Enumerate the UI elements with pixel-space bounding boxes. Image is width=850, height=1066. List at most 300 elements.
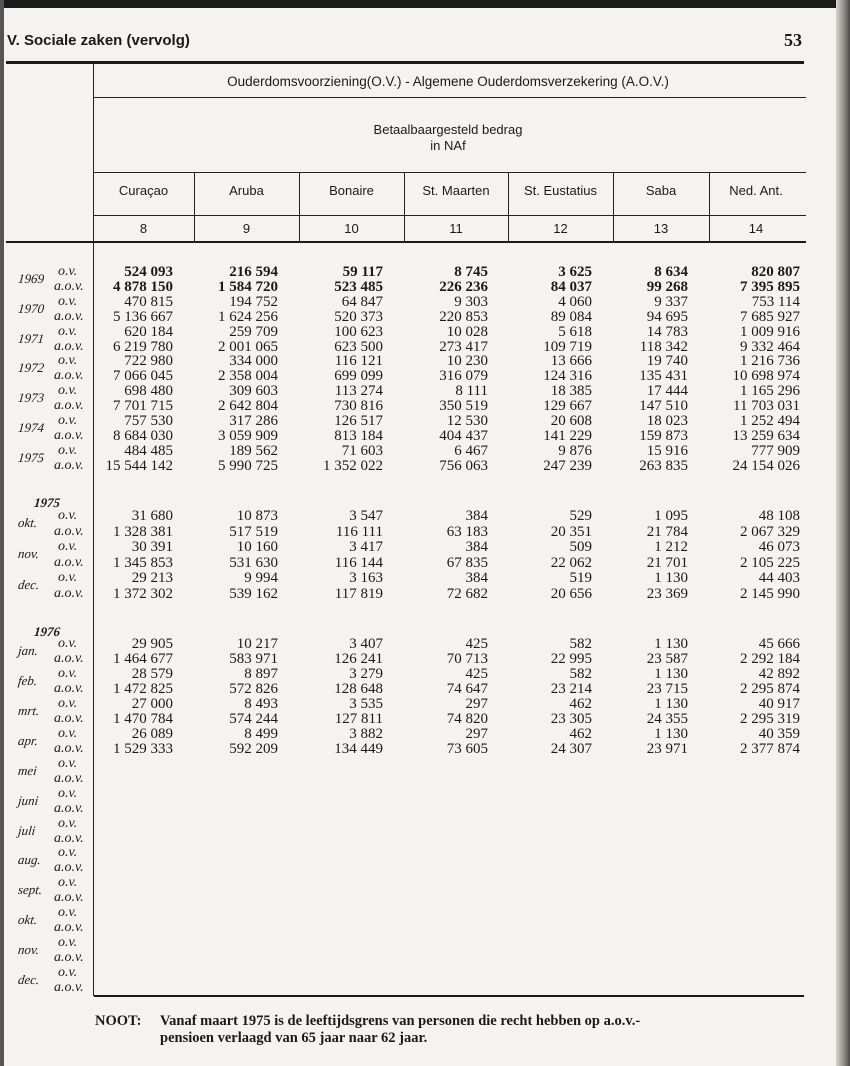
table-cell: 109 719 [543,338,592,355]
table-cell: 23 305 [550,711,592,727]
table-cell: 10 028 [446,323,488,340]
table-cell: 9 303 [454,293,488,310]
month-label: juni [17,792,40,808]
table-cell: 12 530 [446,413,488,429]
month-label: okt. [17,912,38,927]
table-cell: 124 316 [543,368,592,385]
table-cell: 1 472 825 [113,681,173,697]
row-type-label: a.o.v. [54,398,84,414]
year-label: 1971 [17,330,45,346]
table-cell: 20 608 [550,413,592,429]
table-cell: 1 352 022 [323,457,383,474]
table-cell: 470 815 [124,293,173,310]
row-type-label: a.o.v. [54,741,84,756]
row-type-label: o.v. [58,964,78,980]
table-cell: 126 241 [334,651,383,667]
table-cell: 5 618 [558,323,592,340]
column-number: 10 [344,221,359,236]
table-cell: 757 530 [124,413,173,429]
table-cell: 820 807 [751,264,800,280]
table-cell: 226 236 [439,278,488,295]
table-cell: 10 160 [236,539,278,556]
table-cell: 71 603 [341,442,383,459]
row-type-label: o.v. [58,264,78,279]
table-cell: 194 752 [229,293,278,310]
table-cell: 74 820 [446,711,488,727]
table-cell: 517 519 [229,523,278,540]
table-cell: 59 117 [342,264,383,280]
row-type-label: o.v. [58,785,78,801]
table-cell: 100 623 [334,323,383,340]
column-divider [613,172,614,242]
table-cell: 350 519 [439,398,488,415]
rule [94,97,806,98]
section-year-label: 1975 [33,495,61,510]
table-cell: 531 630 [229,554,278,571]
table-cell: 20 656 [550,586,592,602]
table-cell: 40 917 [758,696,800,712]
table-cell: 3 547 [349,508,383,524]
row-type-label: a.o.v. [54,711,84,726]
row-type-label: a.o.v. [54,278,84,294]
table-cell: 1 130 [654,570,688,587]
table-cell: 1 130 [654,696,688,712]
table-cell: 48 108 [758,508,800,524]
table-cell: 273 417 [439,338,488,355]
table-cell: 116 144 [334,554,383,571]
table-cell: 699 099 [334,368,383,385]
table-cell: 29 905 [131,636,173,652]
table-cell: 26 089 [131,726,173,742]
table-cell: 730 816 [334,398,383,415]
table-cell: 117 819 [334,586,383,602]
row-type-label: o.v. [58,323,78,339]
column-number: 9 [242,221,251,236]
row-type-label: o.v. [58,383,78,399]
table-cell: 753 114 [751,293,800,310]
scan-top-edge [0,0,850,8]
table-cell: 94 695 [646,308,688,325]
section-title: V. Sociale zaken (vervolg) [7,32,190,49]
table-cell: 14 783 [646,323,688,340]
table-cell: 23 715 [646,681,688,697]
scan-binding-edge [836,0,850,1066]
table-cell: 519 [569,570,592,587]
table-cell: 13 259 634 [732,427,800,444]
table-cell: 3 417 [349,539,383,556]
row-type-label: o.v. [58,934,78,950]
table-cell: 74 647 [446,681,488,697]
table-cell: 10 230 [446,353,488,370]
table-cell: 27 000 [131,696,173,712]
table-cell: 8 499 [244,726,278,742]
scan-left-edge [0,0,4,1066]
table-cell: 1 345 853 [113,554,173,571]
column-header: Curaçao [118,183,169,198]
row-type-label: a.o.v. [54,890,84,906]
table-cell: 2 105 225 [740,554,800,571]
rule [94,215,806,216]
table-cell: 756 063 [439,457,488,474]
row-type-label: o.v. [58,539,78,555]
table-cell: 1 529 333 [113,741,173,757]
row-type-label: o.v. [58,696,78,711]
table-cell: 23 214 [550,681,592,697]
table-cell: 1 216 736 [740,353,800,370]
table-cell: 384 [465,570,488,587]
table-cell: 623 500 [334,338,383,355]
table-cell: 2 642 804 [218,398,278,415]
table-cell: 2 145 990 [740,586,800,602]
table-cell: 31 680 [131,508,173,524]
table-cell: 8 634 [654,264,688,280]
table-cell: 147 510 [639,398,688,415]
row-type-label: o.v. [58,756,78,771]
column-header: St. Maarten [422,183,490,198]
table-cell: 128 648 [334,681,383,697]
row-type-label: a.o.v. [54,368,84,384]
table-cell: 425 [465,666,488,682]
table-cell: 523 485 [334,278,383,295]
table-cell: 216 594 [229,264,278,280]
table-cell: 24 355 [646,711,688,727]
row-type-label: o.v. [58,875,78,891]
year-label: 1969 [17,271,45,286]
table-cell: 8 111 [455,383,488,400]
table-cell: 10 217 [236,636,278,652]
table-cell: 7 395 895 [740,278,800,295]
table-cell: 309 603 [229,383,278,400]
row-type-label: o.v. [58,726,78,741]
page-number: 53 [784,30,802,50]
table-cell: 113 274 [334,383,383,400]
table-cell: 4 060 [558,293,592,310]
table-cell: 70 713 [446,651,488,667]
row-type-label: o.v. [58,666,78,681]
table-cell: 3 279 [349,666,383,682]
table-cell: 6 467 [454,442,488,459]
table-cell: 18 023 [646,413,688,429]
table-cell: 22 995 [550,651,592,667]
table-cell: 722 980 [124,353,173,370]
table-cell: 63 183 [446,523,488,540]
table-bottom-rule [94,995,804,997]
table-cell: 384 [465,508,488,524]
table-cell: 1 009 916 [740,323,800,340]
table-cell: 15 916 [646,442,688,459]
table-cell: 6 219 780 [113,338,173,355]
column-number: 14 [748,221,764,236]
table-cell: 1 624 256 [218,308,278,325]
table-cell: 3 535 [349,696,383,712]
row-type-label: a.o.v. [54,651,84,666]
table-cell: 13 666 [550,353,592,370]
note-line-1: Vanaf maart 1975 is de leeftijdsgrens van personen die recht hebben op a.o.v.- [160,1013,641,1029]
table-cell: 404 437 [439,427,488,444]
table-cell: 17 444 [646,383,688,400]
column-header: Ned. Ant. [729,183,783,198]
table-cell: 24 307 [550,741,592,757]
row-type-label: o.v. [58,636,78,651]
note-label: NOOT: [95,1013,142,1029]
table-cell: 316 079 [439,368,488,385]
table-cell: 126 517 [334,413,383,429]
table-cell: 116 111 [335,523,383,540]
table-cell: 813 184 [334,427,383,444]
row-type-label: a.o.v. [54,860,84,876]
table-cell: 84 037 [550,278,592,295]
table-cell: 24 154 026 [732,457,800,474]
month-label: juli [17,822,37,838]
table-cell: 46 073 [758,539,800,556]
year-label: 1974 [17,420,45,435]
table-cell: 334 000 [229,353,278,370]
row-type-label: a.o.v. [54,523,84,539]
table-cell: 1 372 302 [113,586,173,602]
row-type-label: a.o.v. [54,919,84,935]
year-label: 1972 [17,360,45,376]
row-type-label: a.o.v. [54,457,84,473]
month-label: nov. [17,546,40,562]
row-type-label: o.v. [58,905,78,920]
row-type-label: a.o.v. [54,830,84,846]
table-cell: 129 667 [543,398,592,415]
table-cell: 8 684 030 [113,427,173,444]
table-cell: 3 163 [349,570,383,587]
table-cell: 592 209 [229,741,278,757]
table-cell: 15 544 142 [105,457,173,474]
table-cell: 7 685 927 [740,308,800,325]
year-label: 1975 [17,449,45,465]
month-label: dec. [17,577,41,593]
table-cell: 1 252 494 [740,413,800,429]
month-label: aug. [17,852,42,868]
table-title: Ouderdomsvoorziening(O.V.) - Algemene Ouderdomsverzekering (A.O.V.) [227,74,669,89]
row-type-label: a.o.v. [54,770,84,786]
table-cell: 64 847 [341,293,383,310]
table-cell: 2 377 874 [740,741,800,757]
table-cell: 2 295 874 [740,681,800,697]
column-header: Bonaire [329,183,374,198]
table-cell: 582 [569,666,592,682]
column-number: 12 [553,221,568,236]
table-cell: 23 587 [646,651,688,667]
table-cell: 134 449 [334,741,383,757]
table-cell: 2 358 004 [218,368,278,385]
table-cell: 777 909 [751,442,800,459]
note-line-2: pensioen verlaagd van 65 jaar naar 62 jaar. [160,1030,428,1046]
table-cell: 2 292 184 [740,651,800,667]
table-cell: 7 066 045 [113,368,173,385]
table-cell: 620 184 [124,323,173,340]
table-cell: 220 853 [439,308,488,325]
year-label: 1970 [17,300,45,316]
month-label: dec. [17,971,41,987]
table-cell: 572 826 [229,681,278,697]
table-cell: 8 493 [244,696,278,712]
table-cell: 141 229 [543,427,592,444]
row-type-label: a.o.v. [54,308,84,324]
table-cell: 21 701 [646,554,688,571]
table-cell: 73 605 [446,741,488,757]
table-cell: 2 295 319 [740,711,800,727]
month-label: feb. [17,673,38,688]
table-cell: 462 [569,696,592,712]
table-cell: 9 994 [244,570,278,587]
table-cell: 263 835 [639,457,688,474]
table-cell: 5 990 725 [218,457,278,474]
table-cell: 40 359 [758,726,800,742]
month-label: mrt. [17,703,41,718]
row-type-label: o.v. [58,413,78,428]
row-type-label: a.o.v. [54,338,84,354]
table-cell: 2 067 329 [740,523,800,540]
column-divider [709,172,710,242]
month-label: sept. [17,882,44,898]
row-type-label: o.v. [58,442,78,458]
column-divider [194,172,195,242]
row-type-label: a.o.v. [54,427,84,443]
row-type-label: a.o.v. [54,800,84,816]
table-cell: 3 407 [349,636,383,652]
table-cell: 20 351 [550,523,592,540]
table-cell: 67 835 [446,554,488,571]
table-cell: 4 878 150 [113,278,173,295]
table-cell: 1 165 296 [740,383,800,400]
table-cell: 297 [465,726,488,742]
table-cell: 5 136 667 [113,308,173,325]
header-bottom-rule [6,241,806,243]
column-header: Aruba [229,183,264,198]
table-cell: 10 698 974 [732,368,800,385]
table-cell: 8 745 [454,264,488,280]
table-cell: 28 579 [131,666,173,682]
column-header: Saba [645,183,677,198]
table-cell: 21 784 [646,523,688,540]
table-cell: 509 [569,539,592,556]
table-cell: 189 562 [229,442,278,459]
month-label: okt. [17,515,38,530]
row-type-label: o.v. [58,815,78,831]
table-cell: 116 121 [334,353,383,370]
table-cell: 1 095 [654,508,688,524]
month-label: mei [17,763,38,778]
table-cell: 99 268 [646,278,688,295]
table-cell: 1 130 [654,666,688,682]
table-cell: 118 342 [639,338,688,355]
table-cell: 3 882 [349,726,383,742]
table-cell: 317 286 [229,413,278,429]
year-label: 1973 [17,390,45,406]
table-cell: 11 703 031 [733,398,800,415]
table-cell: 425 [465,636,488,652]
table-cell: 127 811 [334,711,383,727]
table-cell: 698 480 [124,383,173,400]
month-label: nov. [17,941,40,957]
table-cell: 524 093 [124,264,173,280]
row-type-label: o.v. [58,508,78,523]
month-label: jan. [17,643,39,658]
table-cell: 19 740 [646,353,688,370]
table-cell: 45 666 [758,636,800,652]
month-label: apr. [17,733,39,748]
table-cell: 8 897 [244,666,278,682]
table-cell: 1 130 [654,636,688,652]
section-year-label: 1976 [33,624,61,639]
row-type-label: a.o.v. [54,681,84,696]
table-cell: 1 584 720 [218,278,278,295]
column-divider [508,172,509,242]
table-subtitle-unit: in NAf [430,138,466,153]
table-cell: 29 213 [131,570,173,587]
table-cell: 89 084 [550,308,592,325]
table-cell: 574 244 [229,711,278,727]
table-cell: 462 [569,726,592,742]
table-cell: 3 059 909 [218,427,278,444]
table-cell: 9 876 [558,442,592,459]
row-type-label: a.o.v. [54,949,84,965]
column-number: 8 [139,221,148,236]
table-cell: 1 130 [654,726,688,742]
table-cell: 1 328 381 [113,523,173,540]
table-cell: 10 873 [236,508,278,524]
table-cell: 44 403 [758,570,800,587]
column-header: St. Eustatius [524,183,597,198]
column-number: 11 [449,221,463,236]
table-cell: 22 062 [550,554,592,571]
table-cell: 539 162 [229,586,278,602]
table-cell: 72 682 [446,586,488,602]
table-cell: 135 431 [639,368,688,385]
row-type-label: a.o.v. [54,979,84,995]
table-cell: 159 873 [639,427,688,444]
row-type-label: o.v. [58,845,78,861]
table-cell: 42 892 [758,666,800,682]
table-cell: 247 239 [543,457,592,474]
row-type-label: o.v. [58,293,78,309]
table-cell: 23 369 [646,586,688,602]
table-cell: 2 001 065 [218,338,278,355]
column-number: 13 [653,221,669,236]
table-cell: 7 701 715 [113,398,173,415]
table-cell: 484 485 [124,442,173,459]
table-cell: 18 385 [550,383,592,400]
table-cell: 1 464 677 [113,651,173,667]
rule [94,172,806,173]
table-cell: 9 332 464 [740,338,800,355]
table-cell: 23 971 [646,741,688,757]
table-cell: 259 709 [229,323,278,340]
table-cell: 582 [569,636,592,652]
row-type-label: a.o.v. [54,586,84,601]
table-cell: 297 [465,696,488,712]
header-rule [6,61,804,64]
table-cell: 1 470 784 [113,711,173,727]
table-cell: 529 [569,508,592,524]
table-cell: 30 391 [131,539,173,556]
table-cell: 384 [465,539,488,556]
table-cell: 1 212 [654,539,688,556]
table-cell: 9 337 [654,293,688,310]
table-cell: 520 373 [334,308,383,325]
row-type-label: o.v. [58,570,78,586]
row-type-label: o.v. [58,353,78,369]
table-cell: 583 971 [229,651,278,667]
column-divider [404,172,405,242]
row-type-label: a.o.v. [54,554,84,570]
column-divider [299,172,300,242]
table-cell: 3 625 [558,264,592,280]
